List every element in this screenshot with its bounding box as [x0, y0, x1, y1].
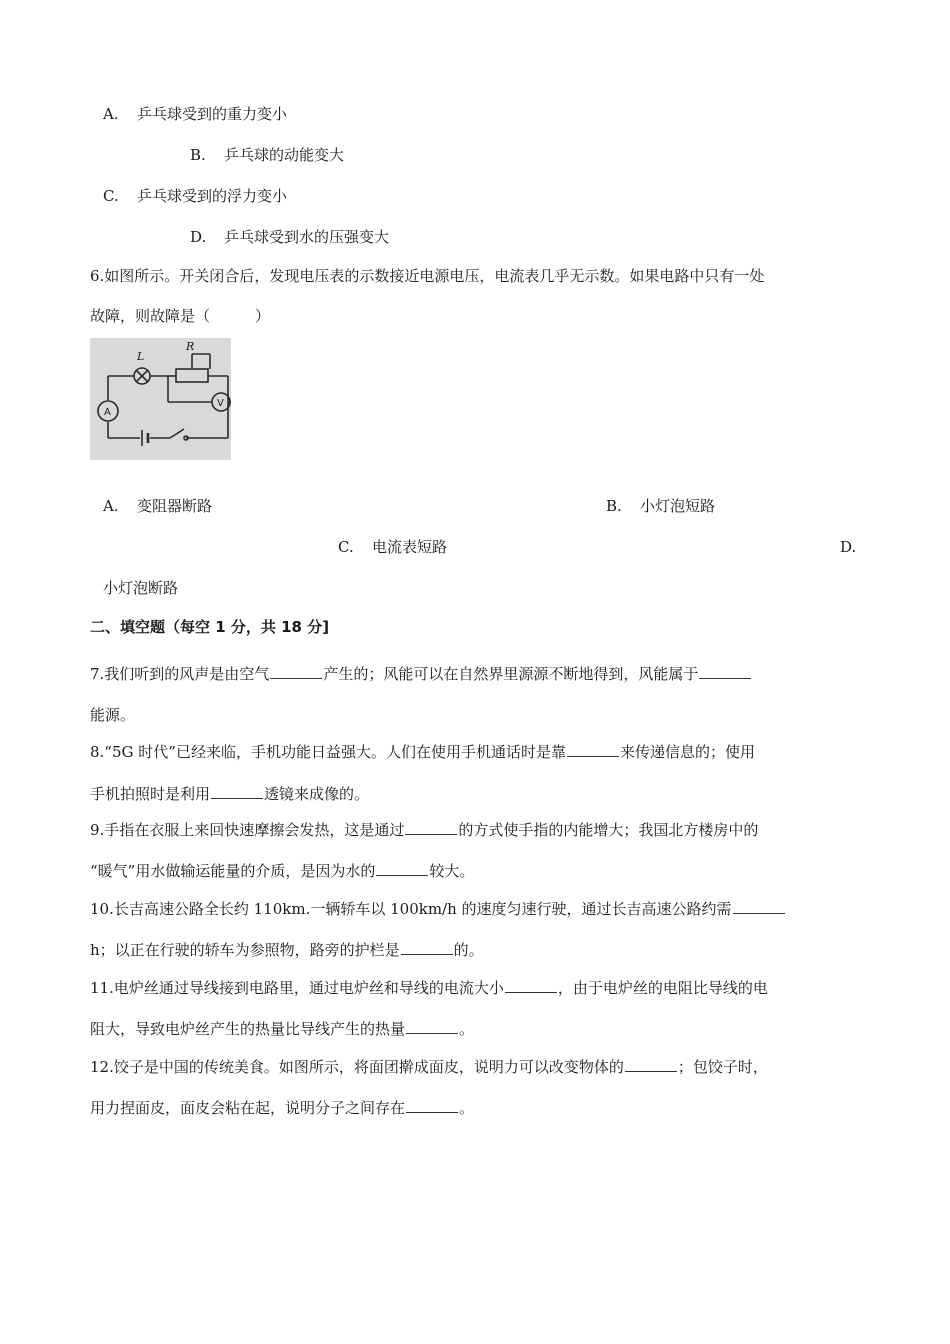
q8-line1	[90, 742, 755, 762]
answer-blank	[505, 978, 557, 993]
answer-blank	[699, 664, 751, 679]
q8-text: 透镜来成像的。	[264, 785, 370, 803]
option-text: 乒乓球的动能变大	[224, 146, 345, 164]
q6-option-b	[606, 496, 715, 516]
q9-text: 的方式使手指的内能增大；我国北方楼房中的	[458, 821, 759, 839]
q9-line1	[90, 820, 758, 840]
q6-option-d-text: 小灯泡断路	[103, 579, 179, 597]
lamp-label: L	[137, 350, 145, 363]
answer-blank	[270, 664, 322, 679]
option-letter: C.	[338, 538, 354, 556]
answer-blank	[406, 1098, 458, 1113]
q6-stem-line1: 6.如图所示。开关闭合后，发现电压表的示数接近电源电压，电流表几乎无示数。如果电路中只有一处	[90, 267, 765, 285]
q10-line2	[90, 940, 484, 960]
option-text: 乒乓球受到的重力变小	[137, 105, 288, 123]
option-text: 小灯泡短路	[640, 497, 716, 515]
q10-line1	[90, 899, 786, 919]
q11-text: ，由于电炉丝的电阻比导线的电	[557, 979, 768, 997]
q10-text: 10.长吉高速公路全长约 110km.一辆轿车以 100km/h 的速度匀速行驶，通过长吉高速公路约需	[90, 900, 732, 918]
option-text: 电流表短路	[372, 538, 448, 556]
q5-option-d	[190, 227, 389, 247]
option-letter: D.	[190, 228, 207, 246]
q11-line1	[90, 978, 768, 998]
ammeter-label: A	[104, 407, 111, 418]
option-letter: B.	[190, 146, 206, 164]
q5-option-c	[103, 186, 287, 206]
q12-line2	[90, 1098, 474, 1118]
q5-option-b	[190, 145, 344, 165]
q10-text: 的。	[453, 941, 484, 959]
q5-option-a	[103, 104, 287, 124]
resistor-body	[176, 369, 208, 382]
q11-text: 11.电炉丝通过导线接到电路里，通过电炉丝和导线的电流大小	[90, 979, 504, 997]
q8-text: 手机拍照时是利用	[90, 785, 211, 803]
option-text: 乒乓球受到的浮力变小	[137, 187, 288, 205]
q6-stem-line2: 故障，则故障是（ ）	[90, 307, 271, 325]
q7-text: 7.我们听到的风声是由空气	[90, 665, 270, 683]
circuit-diagram	[90, 338, 231, 460]
answer-blank	[567, 742, 619, 757]
circuit-svg	[90, 338, 231, 460]
q9-text: 较大。	[429, 862, 475, 880]
q9-text: 9.手指在衣服上来回快速摩擦会发热，这是通过	[90, 821, 405, 839]
q7-text: 产生的；风能可以在自然界里源源不断地得到，风能属于	[323, 665, 699, 683]
answer-blank	[211, 784, 263, 799]
q11-line2	[90, 1019, 474, 1039]
q6-option-d-letter: D.	[840, 538, 857, 556]
q8-text: 来传递信息的；使用	[619, 743, 755, 761]
answer-blank	[376, 861, 428, 876]
q8-line2	[90, 784, 369, 804]
q12-text: 。	[459, 1099, 475, 1117]
option-letter: B.	[606, 497, 622, 515]
answer-blank	[733, 899, 785, 914]
q12-text: 12.饺子是中国的传统美食。如图所示，将面团擀成面皮，说明力可以改变物体的	[90, 1058, 624, 1076]
resistor-label: R	[186, 340, 195, 353]
option-letter: C.	[103, 187, 119, 205]
q7-line2: 能源。	[90, 706, 136, 724]
q8-text: 8.“5G 时代”已经来临，手机功能日益强大。人们在使用手机通话时是靠	[90, 743, 566, 761]
q12-text: ；包饺子时，	[677, 1058, 768, 1076]
q7-line1	[90, 664, 752, 684]
answer-blank	[625, 1057, 677, 1072]
answer-blank	[406, 1019, 458, 1034]
q12-text: 用力捏面皮，面皮会粘在起，说明分子之间存在	[90, 1099, 406, 1117]
option-letter: A.	[103, 497, 119, 515]
option-text: 变阻器断路	[137, 497, 213, 515]
option-letter: A.	[103, 105, 119, 123]
switch-lever	[170, 429, 184, 438]
q9-text: “暖气”用水做输运能量的介质，是因为水的	[90, 862, 376, 880]
voltmeter-label: V	[217, 398, 224, 409]
q12-line1	[90, 1057, 768, 1077]
q10-text: h；以正在行驶的轿车为参照物，路旁的护栏是	[90, 941, 400, 959]
section-title: 二、填空题（每空 1 分，共 18 分]	[90, 618, 330, 636]
answer-blank	[405, 820, 457, 835]
q11-text: 阻大，导致电炉丝产生的热量比导线产生的热量	[90, 1020, 406, 1038]
q9-line2	[90, 861, 474, 881]
option-text: 乒乓球受到水的压强变大	[224, 228, 390, 246]
q11-text: 。	[459, 1020, 475, 1038]
q6-option-a	[103, 496, 212, 516]
answer-blank	[401, 940, 453, 955]
q6-option-c	[338, 537, 447, 557]
